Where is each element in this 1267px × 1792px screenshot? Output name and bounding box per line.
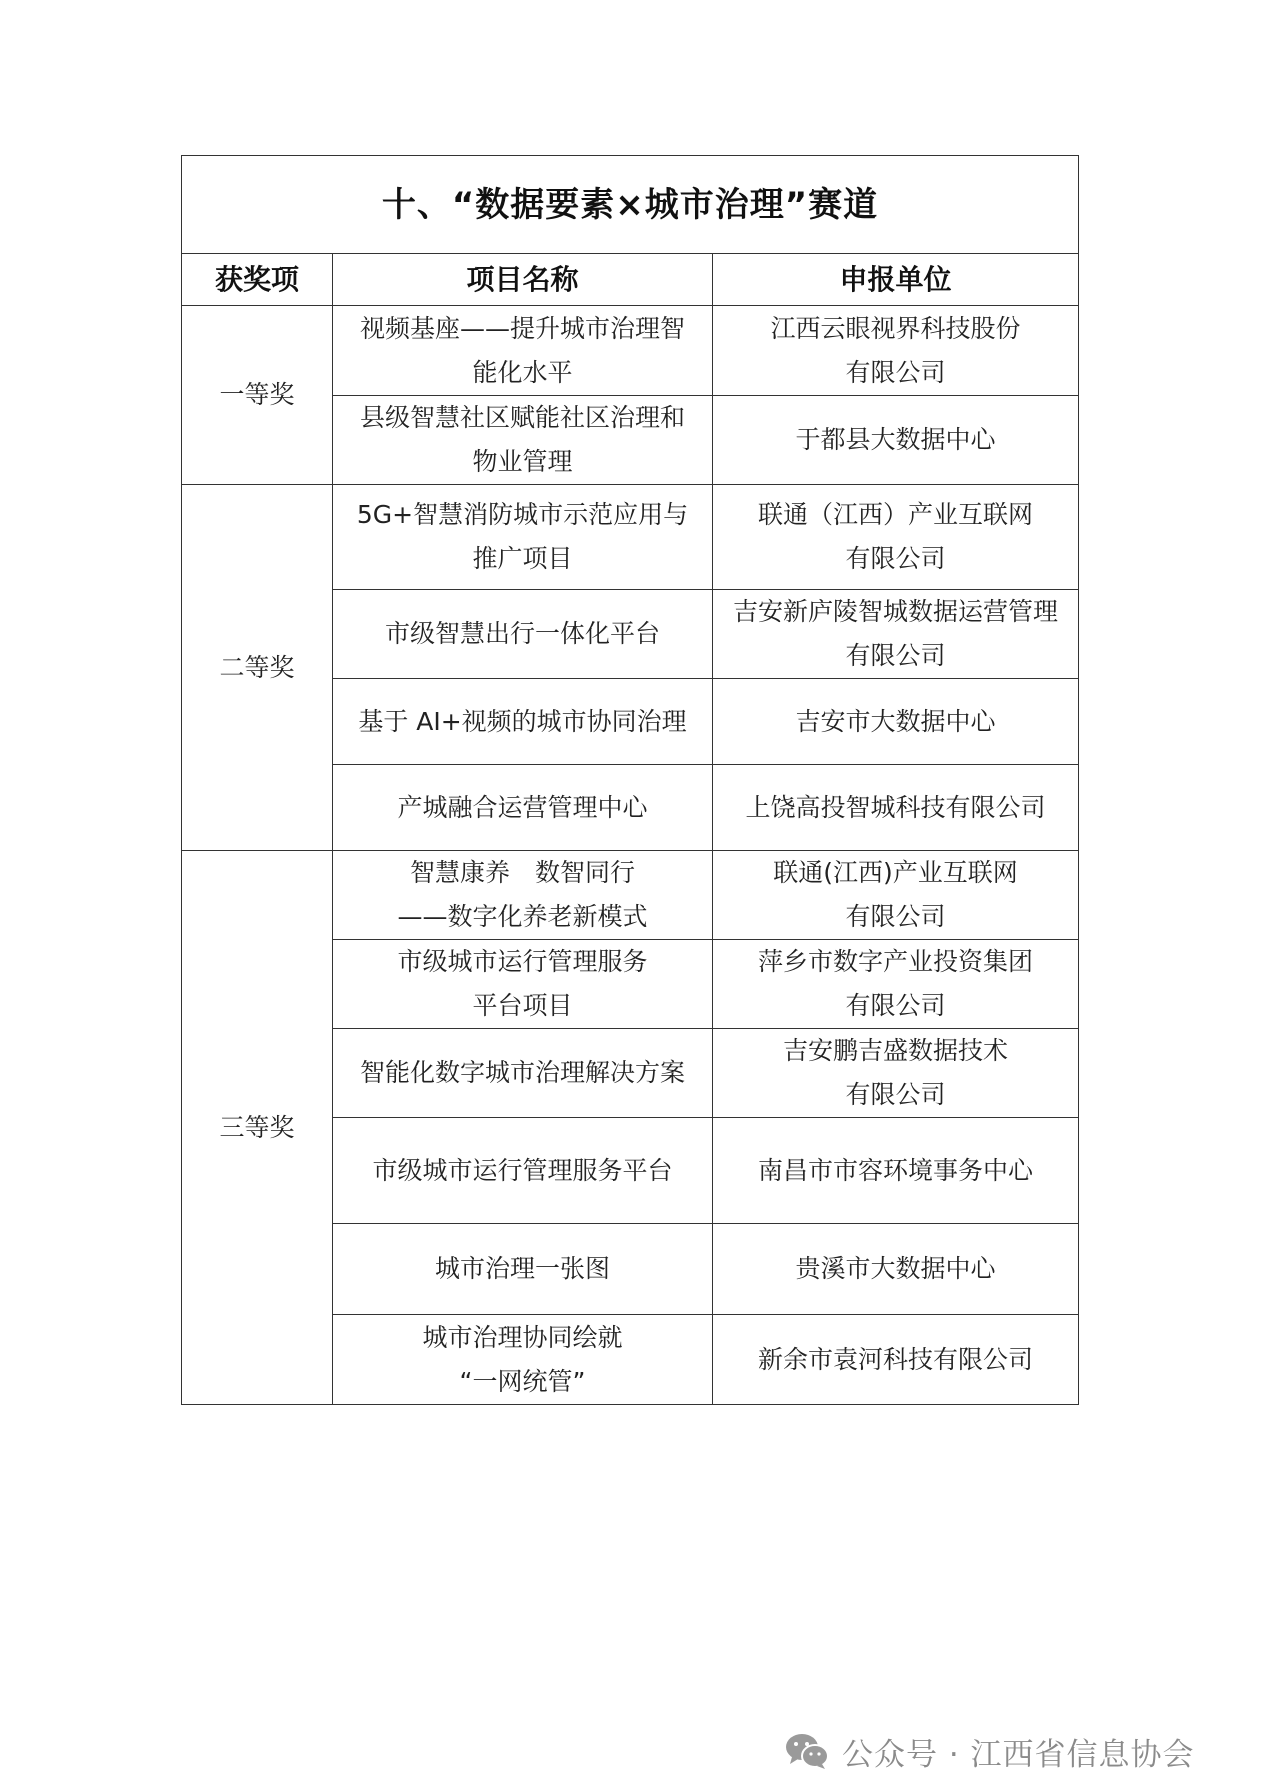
applicant-unit: 联通（江西）产业互联网 有限公司 xyxy=(713,485,1079,590)
award-table xyxy=(181,155,1079,1405)
header-award: 获奖项 xyxy=(182,254,333,306)
award-level: 三等奖 xyxy=(182,851,333,1405)
project-name: 市级城市运行管理服务平台 xyxy=(333,1118,713,1224)
watermark xyxy=(784,1729,1195,1773)
table-row xyxy=(182,485,1079,590)
table-row xyxy=(182,851,1079,940)
project-name: 5G+智慧消防城市示范应用与 推广项目 xyxy=(333,485,713,590)
project-name: 市级城市运行管理服务 平台项目 xyxy=(333,940,713,1029)
project-name: 产城融合运营管理中心 xyxy=(333,765,713,851)
applicant-unit: 萍乡市数字产业投资集团 有限公司 xyxy=(713,940,1079,1029)
award-level: 一等奖 xyxy=(182,306,333,485)
applicant-unit: 新余市袁河科技有限公司 xyxy=(713,1315,1079,1405)
applicant-unit: 南昌市市容环境事务中心 xyxy=(713,1118,1079,1224)
table-row xyxy=(182,306,1079,396)
header-unit: 申报单位 xyxy=(713,254,1079,306)
applicant-unit: 于都县大数据中心 xyxy=(713,396,1079,485)
table-title: 十、“数据要素×城市治理”赛道 xyxy=(182,156,1079,254)
project-name: 城市治理一张图 xyxy=(333,1224,713,1315)
applicant-unit: 贵溪市大数据中心 xyxy=(713,1224,1079,1315)
project-name: 县级智慧社区赋能社区治理和 物业管理 xyxy=(333,396,713,485)
header-project: 项目名称 xyxy=(333,254,713,306)
project-name: 基于 AI+视频的城市协同治理 xyxy=(333,679,713,765)
applicant-unit: 吉安市大数据中心 xyxy=(713,679,1079,765)
wechat-icon xyxy=(784,1731,830,1771)
project-name: 智慧康养 数智同行 ——数字化养老新模式 xyxy=(333,851,713,940)
applicant-unit: 联通(江西)产业互联网 有限公司 xyxy=(713,851,1079,940)
applicant-unit: 江西云眼视界科技股份 有限公司 xyxy=(713,306,1079,396)
project-name: 智能化数字城市治理解决方案 xyxy=(333,1029,713,1118)
project-name: 视频基座——提升城市治理智 能化水平 xyxy=(333,306,713,396)
watermark-text: 公众号 · 江西省信息协会 xyxy=(842,1736,1195,1773)
applicant-unit: 吉安鹏吉盛数据技术 有限公司 xyxy=(713,1029,1079,1118)
applicant-unit: 吉安新庐陵智城数据运营管理 有限公司 xyxy=(713,590,1079,679)
applicant-unit: 上饶高投智城科技有限公司 xyxy=(713,765,1079,851)
project-name: 城市治理协同绘就 “一网统管” xyxy=(333,1315,713,1405)
project-name: 市级智慧出行一体化平台 xyxy=(333,590,713,679)
header-row xyxy=(182,254,1079,306)
award-level: 二等奖 xyxy=(182,485,333,851)
